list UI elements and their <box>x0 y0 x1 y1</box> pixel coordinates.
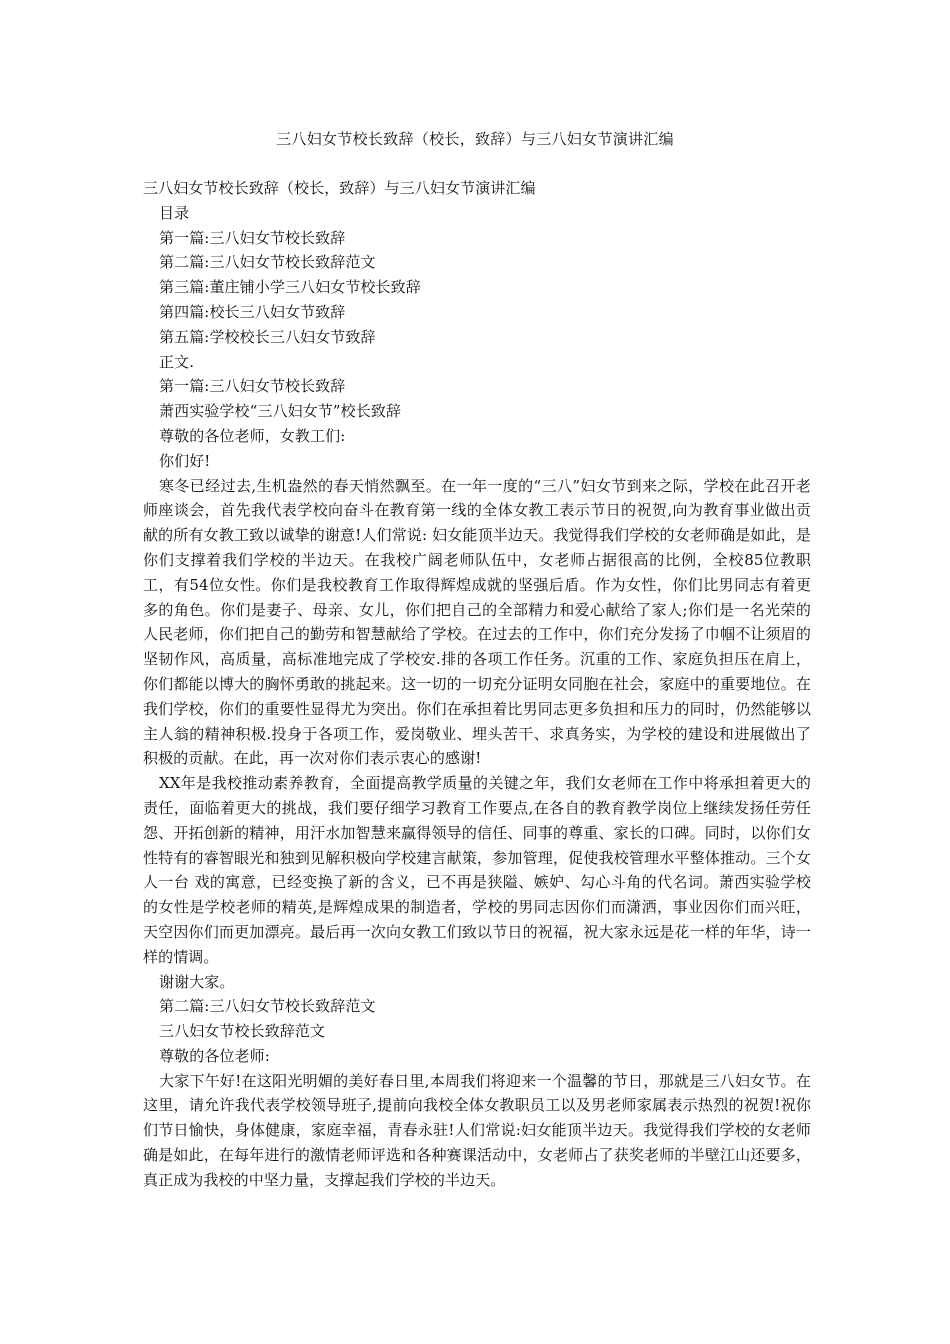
toc-item: 第一篇:三八妇女节校长致辞 <box>159 228 346 247</box>
toc-item: 第二篇:三八妇女节校长致辞范文 <box>159 253 376 272</box>
document-body <box>143 176 811 1193</box>
toc-item: 第五篇:学校校长三八妇女节致辞 <box>159 327 376 346</box>
toc-heading: 目录 <box>159 203 190 222</box>
document-subtitle: 三八妇女节校长致辞（校长，致辞）与三八妇女节演讲汇编 <box>143 179 536 197</box>
section-2-title: 三八妇女节校长致辞范文 <box>159 1022 326 1041</box>
body-heading: 正文. <box>159 352 195 371</box>
section-1-salutation: 尊敬的各位老师，女教工们: <box>159 426 346 445</box>
toc-item: 第四篇:校长三八妇女节致辞 <box>159 302 346 321</box>
section-2-paragraph: 大家下午好!在这阳光明媚的美好春日里,本周我们将迎来一个温馨的节日，那就是三八妇女节。在这里，请允许我代表学校领导班子,提前向我校全体女教职员工以及男老师家属表示热烈的祝贺!祝你们节日愉快，身体健康，家庭幸福，青春永驻!人们常说:妇女能顶半边天。我觉得我们学校的女老师确是如此，在每年进行的激情老师评选和各种赛课活动中，女老师占了获奖老师的半壁江山还要多，真正成为我校的中坚力量，支撑起我们学校的半边天。 <box>143 1071 811 1189</box>
section-2-heading: 第二篇:三八妇女节校长致辞范文 <box>159 997 376 1016</box>
section-1-paragraph: XX年是我校推动素养教育，全面提高教学质量的关键之年，我们女老师在工作中将承担着更大的责任，面临着更大的挑战，我们要仔细学习教育工作要点,在各自的教育教学岗位上继续发扬任劳任怨、开拓创新的精神，用汗水加智慧来赢得领导的信任、同事的尊重、家长的口碑。同时，以你们女性特有的睿智眼光和独到见解积极向学校建言献策，参加管理，促使我校管理水平整体推动。三个女人一台 戏的寓意，已经变换了新的含义，已不再是狭隘、嫉妒、勾心斗角的代名词。萧西实验学校的女性是学校老师的精英,是辉煌成果的制造者，学校的男同志因你们而潇洒，事业因你们而兴旺，天空因你们而更加漂亮。最后再一次向女教工们致以节日的祝福，祝大家永远是花一样的年华，诗一样的情调。 <box>143 774 811 966</box>
section-1-title: 萧西实验学校“三八妇女节”校长致辞 <box>159 402 402 421</box>
section-2-salutation: 尊敬的各位老师: <box>159 1046 270 1065</box>
section-1-heading: 第一篇:三八妇女节校长致辞 <box>159 377 346 396</box>
section-1-paragraph: 寒冬已经过去,生机盎然的春天悄然飘至。在一年一度的“三八”妇女节到来之际，学校在此召开老师座谈会，首先我代表学校向奋斗在教育第一线的全体女教工表示节日的祝贺,向为教育事业做出贡献的所有女教工致以诚挚的谢意!人们常说: 妇女能顶半边天。我觉得我们学校的女老师确是如此，是你们支撑着我们学校的半边天。在我校广阔老师队伍中，女老师占据很高的比例，全校85位教职工，有54位女性。你们是我校教育工作取得辉煌成就的坚强后盾。作为女性，你们比男同志有着更多的角色。你们是妻子、母亲、女儿，你们把自己的全部精力和爱心献给了家人;你们是一名光荣的人民老师，你们把自己的勤劳和智慧献给了学校。在过去的工作中，你们充分发扬了巾帼不让须眉的坚韧作风，高质量，高标准地完成了学校安.排的各项工作任务。沉重的工作、家庭负担压在肩上，你们都能以博大的胸怀勇敢的挑起来。这一切的一切充分证明女同胞在社会，家庭中的重要地位。在我们学校，你们的重要性显得尤为突出。你们在承担着比男同志更多负担和压力的同时，仍然能够以主人翁的精神积极.投身于各项工作，爱岗敬业、埋头苦干、求真务实，为学校的建设和进展做出了积极的贡献。在此，再一次对你们表示衷心的感谢! <box>143 476 811 768</box>
section-1-greeting: 你们好! <box>159 451 211 470</box>
toc-item: 第三篇:董庄铺小学三八妇女节校长致辞 <box>159 278 421 297</box>
document-title: 三八妇女节校长致辞（校长，致辞）与三八妇女节演讲汇编 <box>276 130 674 148</box>
section-1-closing: 谢谢大家。 <box>159 972 235 991</box>
